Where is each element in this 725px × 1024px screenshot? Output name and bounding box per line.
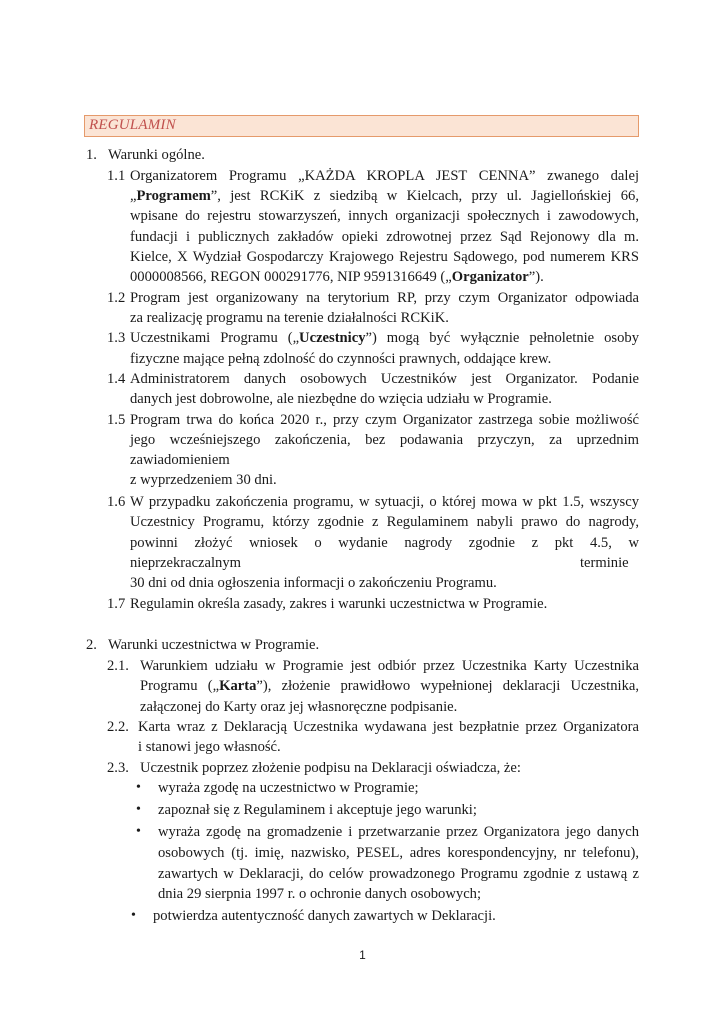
item-1-5-number: 1.5 bbox=[107, 412, 126, 428]
item-1-4-line: Administratorem danych osobowych Uczestników jest Organizator. Podanie bbox=[130, 371, 639, 387]
term-karta: Karta bbox=[219, 678, 257, 694]
section-heading-bar bbox=[84, 115, 639, 137]
item-2-2-line: i stanowi jego własność. bbox=[138, 739, 281, 755]
item-1-6-line: 30 dni od dnia ogłoszenia informacji o zakończeniu Programu. bbox=[130, 575, 497, 591]
item-1-2-line: Program jest organizowany na terytorium RP, przy czym Organizator odpowiada bbox=[130, 290, 639, 306]
item-2-1-number: 2.1. bbox=[107, 658, 129, 674]
section-1-title: Warunki ogólne. bbox=[108, 147, 205, 163]
item-2-1-line: Programu („Karta”), złożenie prawidłowo wypełnionej deklaracji Uczestnika, bbox=[140, 678, 640, 694]
term-programem: Programem bbox=[136, 188, 211, 204]
item-1-1-line: „Programem”, jest RCKiK z siedzibą w Kielcach, przy ul. Jagiellońskiej 66, bbox=[130, 188, 639, 204]
item-1-5-line: Program trwa do końca 2020 r., przy czym Organizator zastrzega sobie możliwość bbox=[130, 412, 639, 428]
item-1-1-line: fundacji i publicznych zakładów opieki zdrowotnej przez Sąd Rejonowy dla m. bbox=[130, 229, 639, 245]
item-1-6-line: nieprzekraczalnym bbox=[130, 555, 242, 571]
item-1-6-number: 1.6 bbox=[107, 494, 126, 510]
item-1-3-line: Uczestnikami Programu („Uczestnicy”) mogą być wyłącznie pełnoletnie osoby bbox=[130, 330, 639, 346]
bullet-item: potwierdza autentyczność danych zawartych w Deklaracji. bbox=[153, 908, 496, 924]
item-2-3-number: 2.3. bbox=[107, 760, 129, 776]
item-1-5-line: zawiadomieniem bbox=[130, 452, 230, 468]
item-2-3-line: Uczestnik poprzez złożenie podpisu na Deklaracji oświadcza, że: bbox=[140, 760, 521, 776]
item-1-1-number: 1.1 bbox=[107, 168, 126, 184]
item-1-2-number: 1.2 bbox=[107, 290, 126, 306]
section-2-title: Warunki uczestnictwa w Programie. bbox=[108, 637, 320, 653]
item-1-5-line: z wyprzedzeniem 30 dni. bbox=[130, 472, 277, 488]
term-uczestnicy: Uczestnicy bbox=[299, 330, 366, 346]
term-organizator: Organizator bbox=[451, 269, 529, 285]
item-1-4-line: danych jest dobrowolne, ale niezbędne do wzięcia udziału w Programie. bbox=[130, 391, 552, 407]
item-2-2-number: 2.2. bbox=[107, 719, 129, 735]
item-1-7-number: 1.7 bbox=[107, 596, 126, 612]
page-number: 1 bbox=[359, 948, 366, 962]
item-1-1-line: Organizatorem Programu „KAŻDA KROPLA JEST CENNA” zwanego dalej bbox=[130, 168, 639, 184]
bullet-item: wyraża zgodę na uczestnictwo w Programie; bbox=[158, 780, 419, 796]
item-2-1-line: załączonej do Karty oraz jej własnoręczne podpisanie. bbox=[140, 699, 458, 715]
item-1-6-line: Uczestnicy Programu, którzy zgodnie z Regulaminem nabyli prawo do nagrody, bbox=[130, 514, 639, 530]
item-1-1-line: 0000008566, REGON 000291776, NIP 9591316649 („Organizator”). bbox=[130, 269, 544, 285]
bullet-icon: • bbox=[131, 908, 136, 923]
bullet-item: zawartych w Deklaracji, do celów prowadzonego Programu zgodnie z ustawą z bbox=[158, 866, 639, 882]
item-1-3-number: 1.3 bbox=[107, 330, 126, 346]
bullet-icon: • bbox=[136, 802, 141, 817]
item-1-6-line: W przypadku zakończenia programu, w sytuacji, o której mowa w pkt 1.5, wszyscy bbox=[130, 494, 639, 510]
item-1-3-line: fizyczne mające pełną zdolność do czynności prawnych, oddające krew. bbox=[130, 351, 552, 367]
section-2-number: 2. bbox=[86, 637, 97, 653]
bullet-icon: • bbox=[136, 824, 141, 839]
item-1-1-line: Kielce, X Wydział Gospodarczy Krajowego Rejestru Sądowego, pod numerem KRS bbox=[130, 249, 639, 265]
section-1-number: 1. bbox=[86, 147, 97, 163]
bullet-item: wyraża zgodę na gromadzenie i przetwarzanie przez Organizatora jego danych bbox=[158, 824, 639, 840]
item-1-6-line: terminie bbox=[580, 555, 629, 571]
item-1-4-number: 1.4 bbox=[107, 371, 126, 387]
item-1-2-line: za realizację programu na terenie działalności RCKiK. bbox=[130, 310, 449, 326]
bullet-item: osobowych (tj. imię, nazwisko, PESEL, adres korespondencyjny, nr telefonu), bbox=[158, 845, 639, 861]
item-1-6-line: powinni złożyć wniosek o wydanie nagrody zgodnie z pkt 4.5, w bbox=[130, 535, 639, 551]
item-1-5-line: jego wcześniejszego zakończenia, bez podawania przyczyn, za uprzednim bbox=[130, 432, 639, 448]
bullet-icon: • bbox=[136, 780, 141, 795]
item-1-7-line: Regulamin określa zasady, zakres i warunki uczestnictwa w Programie. bbox=[130, 596, 548, 612]
bullet-item: dnia 29 sierpnia 1997 r. o ochronie danych osobowych; bbox=[158, 886, 482, 902]
item-2-1-line: Warunkiem udziału w Programie jest odbiór przez Uczestnika Karty Uczestnika bbox=[140, 658, 639, 674]
heading-title: REGULAMIN bbox=[89, 117, 176, 133]
item-1-1-line: wpisane do rejestru stowarzyszeń, innych organizacji społecznych i zawodowych, bbox=[130, 208, 639, 224]
item-2-2-line: Karta wraz z Deklaracją Uczestnika wydawana jest bezpłatnie przez Organizatora bbox=[138, 719, 639, 735]
bullet-item: zapoznał się z Regulaminem i akceptuje jego warunki; bbox=[158, 802, 477, 818]
